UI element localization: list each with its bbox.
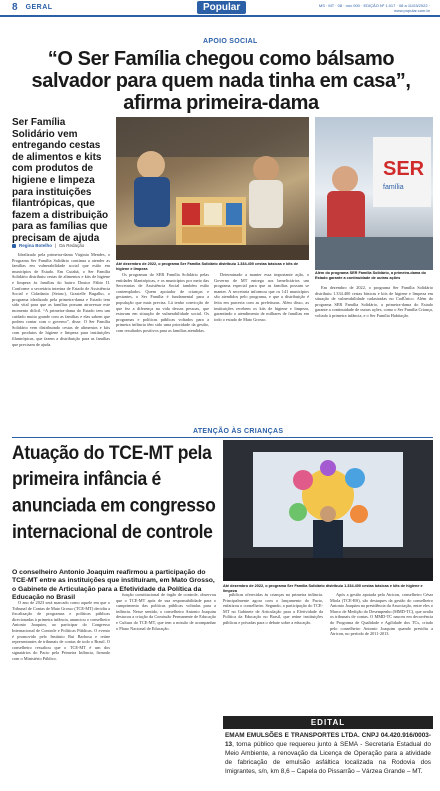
edital-notice	[223, 716, 433, 791]
byline-author: Regina Botelho	[19, 243, 53, 248]
section-label: GERAL	[25, 4, 53, 11]
article1-column-4	[315, 285, 433, 422]
article1-column-3	[214, 272, 309, 422]
article2-text-2: função constitucional de órgão de controle, observou que o TCE-MT após de sua responsabilidade para o cumprimento das políticas públicas voltadas para a infância. Nesse sentido, o conselheiro Antonio Joaquim destacou a criação da Comissão Permanente de Educação e Cultura do TCE-MT, que tem a missão de acompanhar o Plano Nacional de Educação.	[116, 592, 216, 631]
article1-text-3: Determinado a manter essa importante ação, o Governo de MT entrega aos beneficiários um programa especial para que as famílias possam se manter. A secretaria informou que os 141 municípios são atendidos pelo programa, e que a distribuição é feita em parceria com as prefeituras. Além disso, as instituições recebem os kits de higiene e limpeza, garantindo o atendimento de milhares de famílias em todo o estado de Mato Grosso.	[214, 272, 309, 322]
edital-cnpj: CNPJ 04.420.916/0003-13	[225, 732, 431, 748]
byline-outlet: Da Redação	[59, 243, 85, 248]
dateline: MS · MT · 08 · nov 000 · EDIÇÃO Nº 1.017 · 08 a 11/03/2022 · www.popular.com.br	[318, 3, 430, 13]
main-caption-text: Até dezembro de 2022, o programa Ser Família Solidário distribuiu 1.334.400 cestas básicas e kits de higiene e limpeza	[116, 262, 299, 271]
edital-company: EMAM EMULSÕES E TRANSPORTES LTDA.	[225, 732, 360, 739]
edital-title: EDITAL	[223, 716, 433, 729]
article2-photo	[223, 440, 433, 581]
page-number: 8	[12, 2, 18, 13]
svg-text:SER: SER	[383, 158, 425, 180]
article1-headline: “O Ser Família chegou como bálsamo salvador para quem nada tinha em casa”, afirma primeira-dama	[31, 48, 411, 114]
article2-kicker: ATENÇÃO ÀS CRIANÇAS	[193, 428, 284, 435]
article2-headline: Atuação do TCE-MT pela primeira infância é anunciada em congresso internacional de controle	[12, 441, 216, 543]
article2-column-4	[330, 592, 433, 712]
article2-text-3: públicas oferecidas às crianças na primeira infância. Principalmente agora com o lançamento do Pacto, enfatizou o conselheiro. Segundo, a participação do TCE-MT no Gabinete de Articulação para a Efetividade da Política da Educação no Brasil, que reúne instituições públicas e privadas para o debate sobre a educação.	[223, 592, 323, 625]
article1-deck: Ser Família Solidário vem entregando cestas de alimentos e kits com produtos de higiene e limpeza para instituições filantrópicas, que fazem a distribuição para as famílias que precisam de ajuda	[12, 117, 109, 244]
byline-icon	[12, 244, 16, 248]
article2-column-3	[223, 592, 323, 712]
right-caption-text: Além do programa SER Família Solidário, a primeira-dama do Estado garante a continuidade de outras ações	[315, 271, 426, 280]
photo-illustration-3	[223, 440, 433, 581]
article1-text-2: Os programas do SER Família Solidário pelas entidades filantrópicas, e os municípios por meio das Secretarias de Assistência Social também estão contemplados. Quem apoiador de crianças e gestantes, o Ser Família é fundamental para a população que mais precisa. Lá tenho convicção de que fez a diferença na vida dessas pessoas, que estavam em situação de vulnerabilidade social. Os programas e políticas públicas voltados para a primeira infância têm sido uma prioridade da gestão, com resultados positivos para as famílias atendidas.	[116, 272, 209, 333]
article1-kicker: APOIO SOCIAL	[203, 38, 258, 45]
article1-byline	[12, 243, 84, 248]
article1-main-caption	[116, 262, 309, 272]
article2-column-2	[116, 592, 216, 790]
article1-right-photo	[315, 117, 433, 270]
article2-text-1: O ano de 2023 será marcado como aquele em que o Tribunal de Contas de Mato Grosso (TCE-MT) decidiu a fiscalização de programas e políticas públicas direcionadas à primeira infância, anunciou o conselheiro Antonio Joaquim, ao participar do Congresso Internacional de Controle e Políticas Públicas. O evento é promovido pelo Instituto Rui Barbosa e reúne representantes de tribunais de contas de todo o Brasil. O conselheiro ressaltou que o TCE-MT é um dos signatários do Pacto pela Primeira Infância, firmado com o Ministério Público.	[12, 600, 110, 661]
article2-deck: O conselheiro Antonio Joaquim reafirmou a participação do TCE-MT entre as instituições que instituíram, em Mato Grosso, o Gabinete de Articulação para a Efetividade da Política da Educação no Brasil	[12, 569, 215, 602]
article2-caption-text: Até dezembro de 2022, o programa Ser Família Solidário distribuiu 1.334.400 cestas básicas e kits de higiene e limpeza	[223, 584, 423, 593]
article2-column-1	[12, 600, 110, 790]
article2-text-4: Após a gestão apoiada pela Atricon, conselheiro César Miola (TCE-RS), são destaques da gestão do conselheiro Antonio Joaquim na presidência da Associação, entre eles o Marco de Medição do Desempenho (MMD-TC), que avalia os tribunais de contas. O MMD-TC nasceu em decorrência do Programa de Qualidade e Agilidade dos TCs, criado pelo conselheiro Antonio Joaquim quando presidiu a Atricon, no período de 2011-2013.	[330, 592, 433, 637]
newspaper-logo: Popular	[197, 1, 246, 14]
article1-text-1: Idealizado pela primeira-dama Virginia Mendes, o Programa Ser Família Solidário continua a atender as famílias em vulnerabilidade social que estão em municípios de Estado. Em Cuiabá, o Ser Família Solidário distribuiu cestas de alimentos e kits de higiene e limpeza às famílias do bairro Doutor Fábio II. Conforme a secretária interina de Estado de Assistência Social e Cidadania (Setasc), Grasielle Bugalho, o programa idealizado pela primeira-dama e Estado tem sido vital para que as famílias possam atravessar este momento difícil. “A primeira-dama do Estado tem um cuidado muito grande com as famílias e elas sabem que podem contar com o governo”, disse. O Ser Família Solidário vem distribuindo cestas de alimentos e kits com produtos de higiene e limpeza para instituições filantrópicas, que fazem a distribuição para as famílias que precisam de ajuda.	[12, 252, 110, 347]
photo-illustration-2	[315, 117, 433, 270]
edital-body	[223, 729, 433, 778]
article1-main-photo	[116, 117, 309, 260]
article1-column-1	[12, 252, 110, 420]
article1-right-caption	[315, 271, 433, 281]
section-divider	[12, 437, 433, 438]
photo-illustration	[116, 117, 309, 260]
byline-separator: |	[55, 243, 57, 248]
edital-text: , torna público que requereu junto à SEMA - Secretaria Estadual do Meio Ambiente, a renovação da Licença de Operação para a atividade de fabricação de emulsão asfáltica localizada na Rodovia dos Imigrantes, s/n, km 8,6 – Capela do Pissarrão – Várzea Grande – MT.	[225, 741, 431, 775]
article1-column-2	[116, 272, 209, 422]
article1-text-4: Em dezembro de 2022, o programa Ser Família Solidário distribuiu 1.334.400 cestas básicas e kits de higiene e limpeza em situação de vulnerabilidade cadastradas no CadÚnico. Além do programa SER Família Solidário, a primeira-dama do Estado garante a continuidade de outras ações, como o Ser Família Criança, voltado à primeira infância, e o Ser Família Habitação.	[315, 285, 433, 318]
svg-text:família: família	[383, 184, 404, 191]
